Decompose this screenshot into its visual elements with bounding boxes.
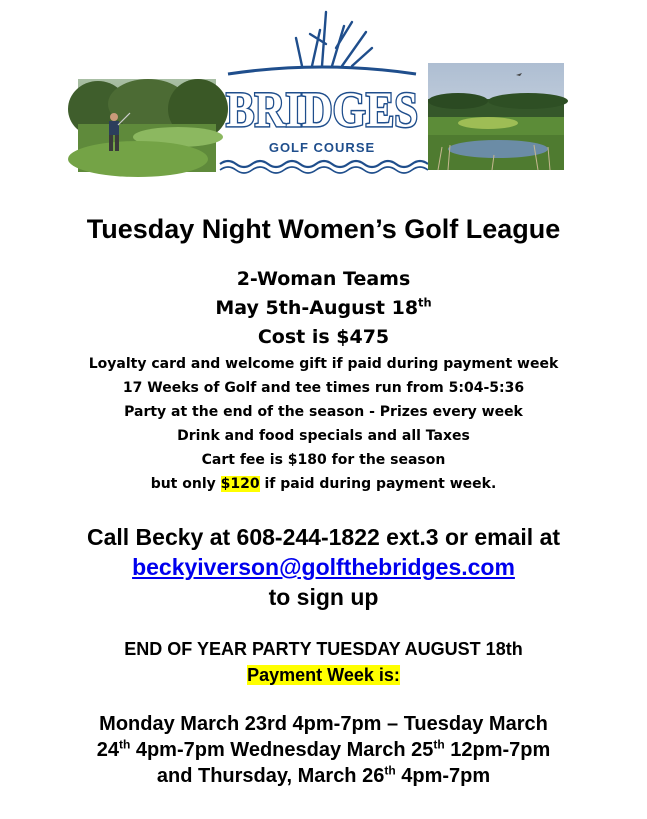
cart-discount-after: if paid during payment week. — [259, 476, 497, 492]
league-details — [0, 265, 647, 496]
payment-schedule — [0, 711, 647, 789]
contact-section — [0, 522, 647, 612]
schedule-l2-sup1: th — [118, 737, 131, 752]
dates-text: May 5th-August 18 — [215, 297, 419, 319]
detail-line-weeks: 17 Weeks of Golf and tee times run from 5:04-5:36 — [122, 380, 525, 396]
schedule-l2-sup2: th — [433, 737, 445, 752]
logo-main-text: BRIDGES — [226, 81, 418, 137]
party-section — [0, 636, 647, 688]
contact-call-line: Call Becky at 608-244-1822 ext.3 or email at — [86, 524, 561, 550]
end-of-year-party-line: END OF YEAR PARTY TUESDAY AUGUST 18th — [124, 639, 523, 659]
header-banner — [0, 0, 647, 190]
cart-discount-line — [0, 472, 647, 496]
schedule-line-1: Monday March 23rd 4pm-7pm – Tuesday March — [99, 713, 548, 735]
dates-line — [0, 294, 647, 323]
dates-suffix: th — [418, 295, 432, 310]
schedule-line-2 — [0, 737, 647, 763]
schedule-l3-a: and Thursday, March 26 — [156, 765, 385, 787]
schedule-l2-b: 4pm-7pm Wednesday March 25 — [130, 739, 434, 761]
cart-discount-before: but only — [150, 476, 221, 492]
page-title: Tuesday Night Women’s Golf League — [86, 214, 561, 244]
teams-line: 2-Woman Teams — [236, 268, 411, 290]
bridges-logo-icon — [216, 4, 428, 174]
schedule-l3-sup: th — [384, 763, 396, 778]
cart-discount-highlight: $120 — [220, 476, 260, 492]
email-link[interactable]: beckyiverson@golfthebridges.com — [132, 554, 515, 580]
logo-sub-text: GOLF COURSE — [268, 140, 376, 155]
schedule-l2-c: 12pm-7pm — [444, 739, 551, 761]
golf-course-pond-photo — [428, 63, 564, 170]
detail-line-cart-fee: Cart fee is $180 for the season — [201, 452, 446, 468]
schedule-l2-a: 24 — [96, 739, 119, 761]
schedule-line-3 — [0, 763, 647, 789]
detail-line-loyalty: Loyalty card and welcome gift if paid during payment week — [88, 356, 559, 372]
detail-line-party: Party at the end of the season - Prizes every week — [124, 404, 523, 420]
detail-line-specials: Drink and food specials and all Taxes — [177, 428, 470, 444]
golfer-on-course-photo — [78, 79, 216, 172]
payment-week-label: Payment Week is: — [247, 665, 400, 685]
sign-up-line: to sign up — [268, 584, 379, 610]
schedule-l3-b: 4pm-7pm — [395, 765, 491, 787]
cost-line: Cost is $475 — [257, 326, 390, 348]
